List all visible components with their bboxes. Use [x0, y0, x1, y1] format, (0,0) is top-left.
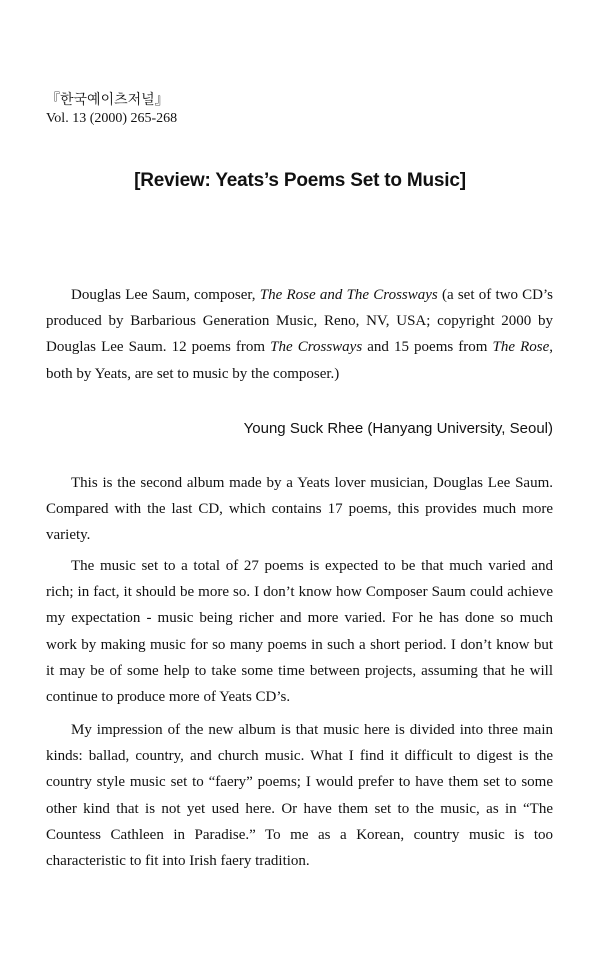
meta-text: , both by Yeats, are set to music by the composer.) [46, 339, 553, 382]
body-paragraph: This is the second album made by a Yeats lover musician, Douglas Lee Saum. Compared with the last CD, which contains 17 poems, this provides much more variety. [46, 475, 553, 544]
meta-text: (a set of two CD’s produced by Barbarious Generation Music, Reno, NV, USA; copyright 2000 by Douglas Lee Saum. 12 poems from [46, 287, 554, 356]
body-paragraph: My impression of the new album is that music here is divided into three main kinds: ballad, country, and church music. What I find it difficult to digest is the country style music set to “faery” poems; I would prefer to have them set to some other kind that is not yet used here. Or have them set to the music, as in “The Countess Cathleen in Paradise.” To me as a Korean, country music is too characteristic to fit into Irish faery tradition. [46, 722, 553, 870]
meta-italic-title: The Rose and The Crossways [259, 287, 438, 303]
meta-italic-title: The Crossways [270, 339, 363, 356]
journal-header [46, 92, 177, 128]
author-byline: Young Suck Rhee (Hanyang University, Seoul) [243, 420, 553, 437]
journal-name: 『한국예이츠저널』 [46, 93, 169, 108]
page-title: [Review: Yeats’s Poems Set to Music] [134, 170, 466, 191]
meta-italic-title: The Rose [492, 339, 550, 356]
meta-text: and 15 poems from [362, 339, 493, 356]
journal-volume: Vol. 13 (2000) 265-268 [46, 111, 178, 126]
body-paragraph: The music set to a total of 27 poems is expected to be that much varied and rich; in fact, it should be more so. I don’t know how Composer Saum could achieve my expectation - music being richer and more varied. For he has done so much work by making music for so many poems in such a short period. I don’t know but it may be of some help to take some time between projects, assuming that he will continue to produce more of Yeats CD’s. [46, 558, 553, 706]
meta-text: Douglas Lee Saum, composer, [71, 287, 260, 303]
review-meta [46, 282, 553, 387]
